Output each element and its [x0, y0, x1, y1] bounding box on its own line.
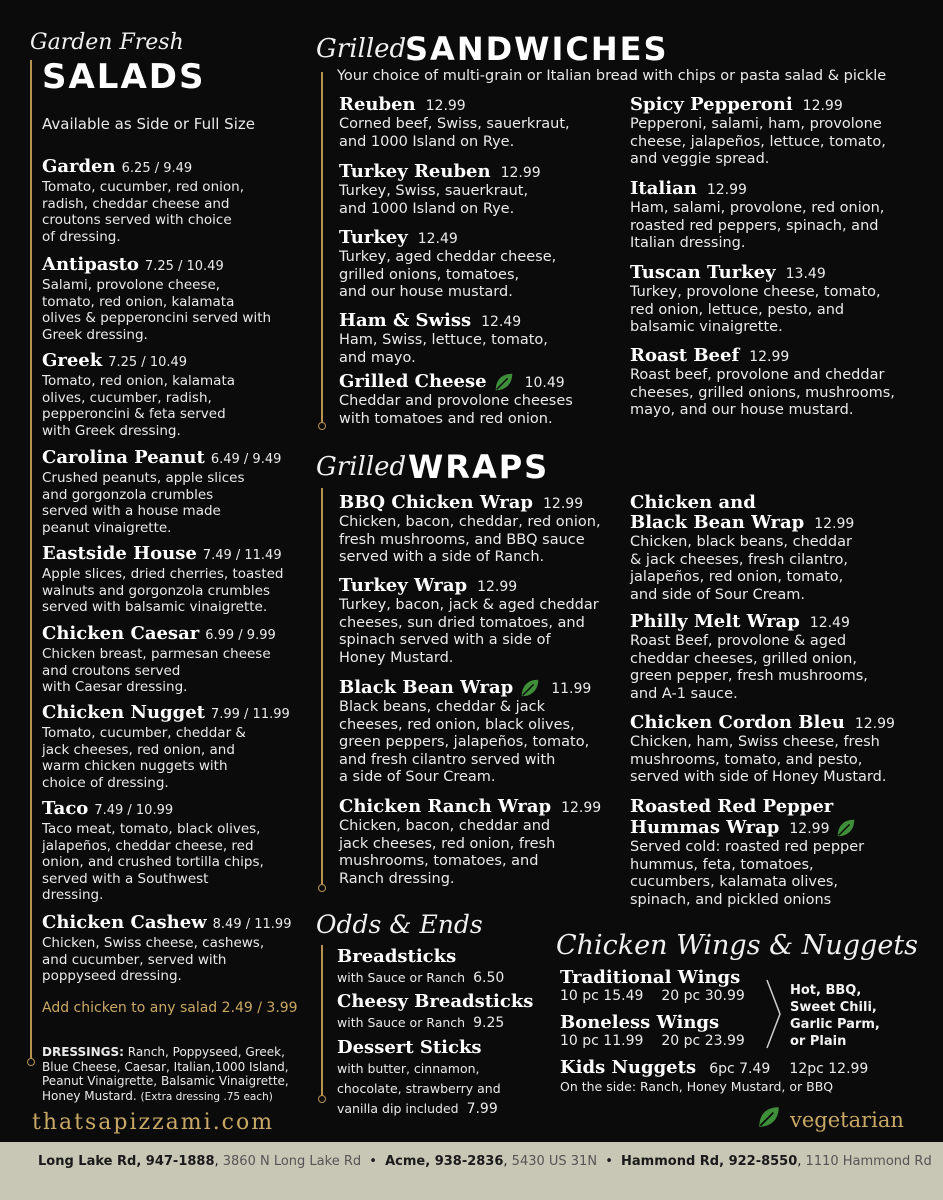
- menu-item-header: [42, 351, 235, 373]
- odds-script-title: Odds & Ends: [316, 910, 483, 939]
- menu-item-description: Chicken, black beans, cheddar & jack cheeses, fresh cilantro, jalapeños, red onion, tomato, and side of Sour Cream.: [630, 534, 852, 603]
- menu-item-name: Philly Melt Wrap: [630, 611, 800, 632]
- menu-item-header: [630, 346, 930, 367]
- menu-item-description: Crushed peanuts, apple slices and gorgonzola crumbles served with a house made peanut vinaigrette.: [42, 470, 245, 536]
- menu-item-name: Roasted Red Pepper Hummas Wrap: [630, 796, 834, 838]
- menu-item-price: 7.25 / 10.49: [144, 259, 224, 274]
- vegetarian-label: vegetarian: [790, 1108, 904, 1132]
- menu-item-description: Turkey, provolone cheese, tomato, red onion, lettuce, pesto, and balsamic vinaigrette.: [630, 284, 881, 335]
- kids-nuggets-side: On the side: Ranch, Honey Mustard, or BBQ: [560, 1079, 834, 1094]
- menu-item-price: 12.99: [500, 165, 541, 181]
- menu-item-description: Black beans, cheddar & jack cheeses, red onion, black olives, green peppers, jalapeños, tomato, and fresh cilantro served with a side of Sour Cream.: [339, 699, 590, 785]
- menu-item: [339, 493, 629, 567]
- odds-item-price: 9.25: [473, 1015, 505, 1031]
- menu-item-price: 7.25 / 10.49: [108, 355, 188, 370]
- menu-item-name: Chicken Nugget: [42, 702, 205, 723]
- menu-item-description: Chicken, bacon, cheddar, red onion, fresh mushrooms, and BBQ sauce served with a side of Ranch.: [339, 514, 601, 565]
- menu-item: [339, 797, 629, 888]
- wing-item: [560, 1012, 745, 1049]
- menu-item-name: Grilled Cheese: [339, 371, 487, 392]
- menu-item-price: 12.99: [789, 821, 830, 837]
- wing-sauce: Sweet Chili,: [790, 1000, 877, 1015]
- menu-item-header: [339, 228, 619, 249]
- loc1-address: 3860 N Long Lake Rd: [222, 1154, 362, 1169]
- menu-item-header: [630, 713, 930, 734]
- menu-item-name: Eastside House: [42, 543, 197, 564]
- menu-item-header: [339, 95, 619, 116]
- leaf-icon: [756, 1104, 782, 1130]
- loc3-address: 1110 Hammond Rd: [805, 1154, 932, 1169]
- loc2-address: 5430 US 31N: [511, 1154, 598, 1169]
- menu-item: [630, 612, 930, 703]
- odds-item-name: Dessert Sticks: [337, 1037, 482, 1058]
- wing-sauce: Hot, BBQ,: [790, 983, 862, 998]
- loc3-name: Hammond Rd: [621, 1154, 720, 1169]
- wing-price-10pc: 10 pc 11.99: [560, 1033, 644, 1049]
- odds-item: [337, 946, 504, 987]
- odds-item-sub: with Sauce or Ranch: [337, 1015, 466, 1030]
- menu-item-name: Turkey Reuben: [339, 161, 491, 182]
- odds-divider-line: [321, 945, 323, 1097]
- odds-item-price: 7.99: [466, 1101, 498, 1117]
- loc2-phone[interactable]: 938-2836: [434, 1154, 504, 1169]
- loc1-phone[interactable]: 947-1888: [145, 1154, 215, 1169]
- menu-item-name: Greek: [42, 350, 103, 371]
- vegetarian-leaf-icon: [519, 677, 541, 699]
- menu-item-name: Black Bean Wrap: [339, 677, 514, 698]
- menu-item-description: Turkey, bacon, jack & aged cheddar cheeses, sun dried tomatoes, and spinach served with a side of Honey Mustard.: [339, 597, 599, 666]
- menu-item-price: 12.49: [481, 314, 522, 330]
- menu-item-header: [339, 677, 629, 699]
- menu-item-description: Taco meat, tomato, black olives, jalapeños, cheddar cheese, red onion, and crushed tortilla chips, served with a Southwest dressing.: [42, 821, 264, 903]
- sandwiches-divider-line: [321, 72, 323, 424]
- menu-item: [42, 913, 291, 985]
- menu-item-header: [42, 544, 283, 566]
- vegetarian-legend: [756, 1104, 782, 1134]
- menu-item-price: 7.49 / 11.49: [202, 548, 282, 563]
- menu-item-name: Antipasto: [42, 254, 139, 275]
- menu-item-price: 13.49: [785, 266, 826, 282]
- kids-nuggets-name: Kids Nuggets: [560, 1057, 697, 1078]
- odds-item-price: 6.50: [473, 970, 505, 986]
- menu-item-description: Roast Beef, provolone & aged cheddar cheeses, grilled onion, green pepper, fresh mushrooms, and A-1 sauce.: [630, 633, 868, 702]
- menu-item-header: [630, 493, 930, 534]
- dressings-list: [42, 1045, 312, 1104]
- vegetarian-leaf-icon: [835, 817, 857, 839]
- menu-item-name: Chicken and Black Bean Wrap: [630, 492, 805, 533]
- menu-item-header: [339, 371, 619, 393]
- sauce-bracket-chevron: [764, 978, 784, 1050]
- menu-item-description: Turkey, aged cheddar cheese, grilled onions, tomatoes, and our house mustard.: [339, 249, 557, 300]
- menu-item-name: Chicken Ranch Wrap: [339, 796, 552, 817]
- menu-item-header: [630, 263, 930, 284]
- menu-item-header: [630, 797, 930, 839]
- menu-item: [339, 228, 619, 302]
- wing-sauce: or Plain: [790, 1034, 847, 1049]
- menu-item-name: Spicy Pepperoni: [630, 94, 793, 115]
- menu-item: [630, 263, 930, 337]
- menu-item-name: BBQ Chicken Wrap: [339, 492, 534, 513]
- odds-item-sub: with butter, cinnamon, chocolate, strawberry and vanilla dip included: [337, 1061, 501, 1116]
- menu-item-price: 12.99: [706, 182, 747, 198]
- menu-item-description: Chicken, ham, Swiss cheese, fresh mushrooms, tomato, and pesto, served with side of Honey Mustard.: [630, 734, 887, 785]
- loc1-name: Long Lake Rd: [38, 1154, 137, 1169]
- menu-item-price: 6.49 / 9.49: [210, 452, 282, 467]
- menu-item-price: 8.49 / 11.99: [212, 917, 292, 932]
- wing-item-name: Boneless Wings: [560, 1012, 720, 1033]
- menu-item-price: 12.99: [814, 516, 855, 532]
- wing-price-20pc: 20 pc 23.99: [661, 1033, 745, 1049]
- wing-item: [560, 967, 745, 1004]
- sandwiches-subtitle: Your choice of multi-grain or Italian bread with chips or pasta salad & pickle: [337, 68, 887, 84]
- menu-item-name: Tuscan Turkey: [630, 262, 776, 283]
- loc3-phone[interactable]: 922-8550: [728, 1154, 798, 1169]
- kids-nuggets-price-large: 12pc 12.99: [789, 1061, 869, 1077]
- menu-item-price: 6.25 / 9.49: [121, 161, 193, 176]
- website-link[interactable]: thatsapizzami.com: [32, 1110, 275, 1135]
- wings-script-title: Chicken Wings & Nuggets: [556, 930, 919, 961]
- menu-item-description: Cheddar and provolone cheeses with tomatoes and red onion.: [339, 393, 573, 427]
- wraps-title: WRAPS: [408, 448, 550, 486]
- menu-item-header: [339, 797, 629, 818]
- menu-item: [42, 255, 271, 343]
- menu-item-price: 10.49: [524, 375, 565, 391]
- menu-item-name: Turkey: [339, 227, 408, 248]
- menu-item: [339, 371, 619, 428]
- sandwiches-script-title: Grilled: [316, 34, 407, 64]
- menu-item-description: Apple slices, dried cherries, toasted walnuts and gorgonzola crumbles served with balsamic vinaigrette.: [42, 566, 284, 615]
- wing-price-20pc: 20 pc 30.99: [661, 988, 745, 1004]
- menu-item-header: [630, 612, 930, 633]
- menu-item-name: Ham & Swiss: [339, 310, 472, 331]
- menu-item-description: Tomato, cucumber, cheddar & jack cheeses, red onion, and warm chicken nuggets with choice of dressing.: [42, 725, 246, 791]
- menu-item-name: Italian: [630, 178, 697, 199]
- menu-item: [630, 713, 930, 787]
- menu-item-name: Chicken Cashew: [42, 912, 207, 933]
- menu-item-name: Roast Beef: [630, 345, 740, 366]
- menu-item-header: [339, 493, 629, 514]
- menu-item-description: Chicken, Swiss cheese, cashews, and cucumber, served with poppyseed dressing.: [42, 935, 265, 984]
- add-chicken-note: Add chicken to any salad 2.49 / 3.99: [42, 1000, 298, 1016]
- wraps-divider-line: [321, 488, 323, 886]
- menu-item-price: 12.99: [854, 716, 895, 732]
- vegetarian-leaf-icon: [493, 371, 515, 393]
- menu-item-header: [339, 311, 619, 332]
- sandwiches-title: SANDWICHES: [405, 30, 669, 68]
- loc2-name: Acme: [385, 1154, 426, 1169]
- menu-item-header: [42, 157, 244, 179]
- menu-item: [630, 179, 930, 253]
- menu-item-description: Corned beef, Swiss, sauerkraut, and 1000 Island on Rye.: [339, 116, 570, 150]
- menu-item-name: Reuben: [339, 94, 416, 115]
- menu-item: [630, 493, 930, 604]
- locations-footer: Long Lake Rd, 947-1888, 3860 N Long Lake Rd • Acme, 938-2836, 5430 US 31N • Hammond Rd, 922-8550, 1110 Hammond Rd: [0, 1142, 943, 1200]
- menu-item: [339, 95, 619, 151]
- salads-subtitle: Available as Side or Full Size: [42, 115, 255, 133]
- menu-item-price: 12.99: [477, 579, 518, 595]
- menu-item-price: 12.99: [425, 98, 466, 114]
- odds-item-sub: with Sauce or Ranch: [337, 970, 466, 985]
- salads-script-title: Garden Fresh: [30, 30, 184, 55]
- menu-item: [630, 95, 930, 169]
- odds-item-name: Cheesy Breadsticks: [337, 991, 534, 1012]
- menu-item-header: [42, 255, 271, 277]
- menu-item-description: Tomato, red onion, kalamata olives, cucumber, radish, pepperoncini & feta served with Greek dressing.: [42, 373, 236, 439]
- menu-item: [42, 624, 276, 696]
- odds-item: [337, 1037, 501, 1118]
- menu-item-description: Ham, salami, provolone, red onion, roasted red peppers, spinach, and Italian dressing.: [630, 200, 885, 251]
- menu-item-description: Turkey, Swiss, sauerkraut, and 1000 Island on Rye.: [339, 183, 529, 217]
- menu-item-description: Chicken breast, parmesan cheese and croutons served with Caesar dressing.: [42, 646, 271, 695]
- menu-item: [339, 677, 629, 787]
- wing-item-name: Traditional Wings: [560, 967, 741, 988]
- menu-item: [630, 797, 930, 909]
- menu-item: [42, 703, 290, 791]
- menu-item-header: [630, 179, 930, 200]
- menu-item-price: 11.99: [551, 681, 592, 697]
- menu-item: [42, 448, 281, 536]
- menu-item-header: [339, 576, 629, 597]
- odds-item-name: Breadsticks: [337, 946, 457, 967]
- kids-nuggets-price-small: 6pc 7.49: [709, 1061, 771, 1077]
- menu-item-description: Pepperoni, salami, ham, provolone cheese, jalapeños, lettuce, tomato, and veggie spread.: [630, 116, 886, 167]
- menu-item-header: [42, 799, 264, 821]
- menu-item: [42, 351, 235, 439]
- menu-item: [42, 799, 264, 904]
- wing-sauce: Garlic Parm,: [790, 1017, 880, 1032]
- menu-item-header: [42, 448, 281, 470]
- salads-title: SALADS: [42, 57, 206, 97]
- menu-item-name: Chicken Cordon Bleu: [630, 712, 845, 733]
- menu-item-price: 12.99: [543, 496, 584, 512]
- menu-item: [630, 346, 930, 420]
- wraps-script-title: Grilled: [316, 452, 407, 482]
- menu-item-description: Salami, provolone cheese, tomato, red onion, kalamata olives & pepperoncini served with Greek dressing.: [42, 277, 272, 343]
- menu-item-price: 6.99 / 9.99: [205, 628, 276, 643]
- menu-item-price: 12.99: [749, 349, 790, 365]
- salads-divider-line: [30, 60, 32, 1060]
- menu-item-header: [630, 95, 930, 116]
- menu-item: [339, 311, 619, 367]
- menu-item-header: [42, 624, 276, 646]
- menu-item-header: [339, 162, 619, 183]
- menu-item-price: 12.99: [561, 800, 602, 816]
- menu-item-price: 12.49: [809, 615, 850, 631]
- menu-item-name: Garden: [42, 156, 116, 177]
- menu-item-header: [42, 703, 290, 725]
- menu-item-description: Served cold: roasted red pepper hummus, feta, tomatoes, cucumbers, kalamata olives, spinach, and pickled onions: [630, 839, 865, 908]
- menu-item: [339, 576, 629, 667]
- menu-item: [339, 162, 619, 218]
- menu-item-price: 7.49 / 10.99: [94, 803, 174, 818]
- menu-item-name: Chicken Caesar: [42, 623, 200, 644]
- wing-price-10pc: 10 pc 15.49: [560, 988, 644, 1004]
- menu-item: [42, 157, 244, 245]
- menu-item-description: Tomato, cucumber, red onion, radish, cheddar cheese and croutons served with choice of dressing.: [42, 179, 244, 245]
- dressings-label: DRESSINGS:: [42, 1045, 124, 1059]
- menu-item-name: Taco: [42, 798, 89, 819]
- menu-item-description: Roast beef, provolone and cheddar cheeses, grilled onions, mushrooms, mayo, and our house mustard.: [630, 367, 895, 418]
- menu-item-description: Chicken, bacon, cheddar and jack cheeses, red onion, fresh mushrooms, tomatoes, and Ranch dressing.: [339, 818, 556, 887]
- wing-sauce-list: [790, 982, 880, 1050]
- menu-item-price: 7.99 / 11.99: [210, 707, 290, 722]
- menu-item-name: Turkey Wrap: [339, 575, 468, 596]
- kids-nuggets-item: [560, 1057, 868, 1078]
- menu-item: [42, 544, 283, 616]
- menu-item-name: Carolina Peanut: [42, 447, 205, 468]
- dressings-extra-note: (Extra dressing .75 each): [140, 1090, 273, 1103]
- menu-item-description: Ham, Swiss, lettuce, tomato, and mayo.: [339, 332, 548, 366]
- menu-item-price: 12.99: [802, 98, 843, 114]
- odds-item: [337, 991, 533, 1032]
- dressings-text: Ranch, Poppyseed, Greek, Blue Cheese, Caesar, Italian,1000 Island, Peanut Vinaigrette, Balsamic Vinaigrette, Honey Mustard.: [42, 1045, 289, 1103]
- menu-item-price: 12.49: [417, 231, 458, 247]
- menu-item-header: [42, 913, 291, 935]
